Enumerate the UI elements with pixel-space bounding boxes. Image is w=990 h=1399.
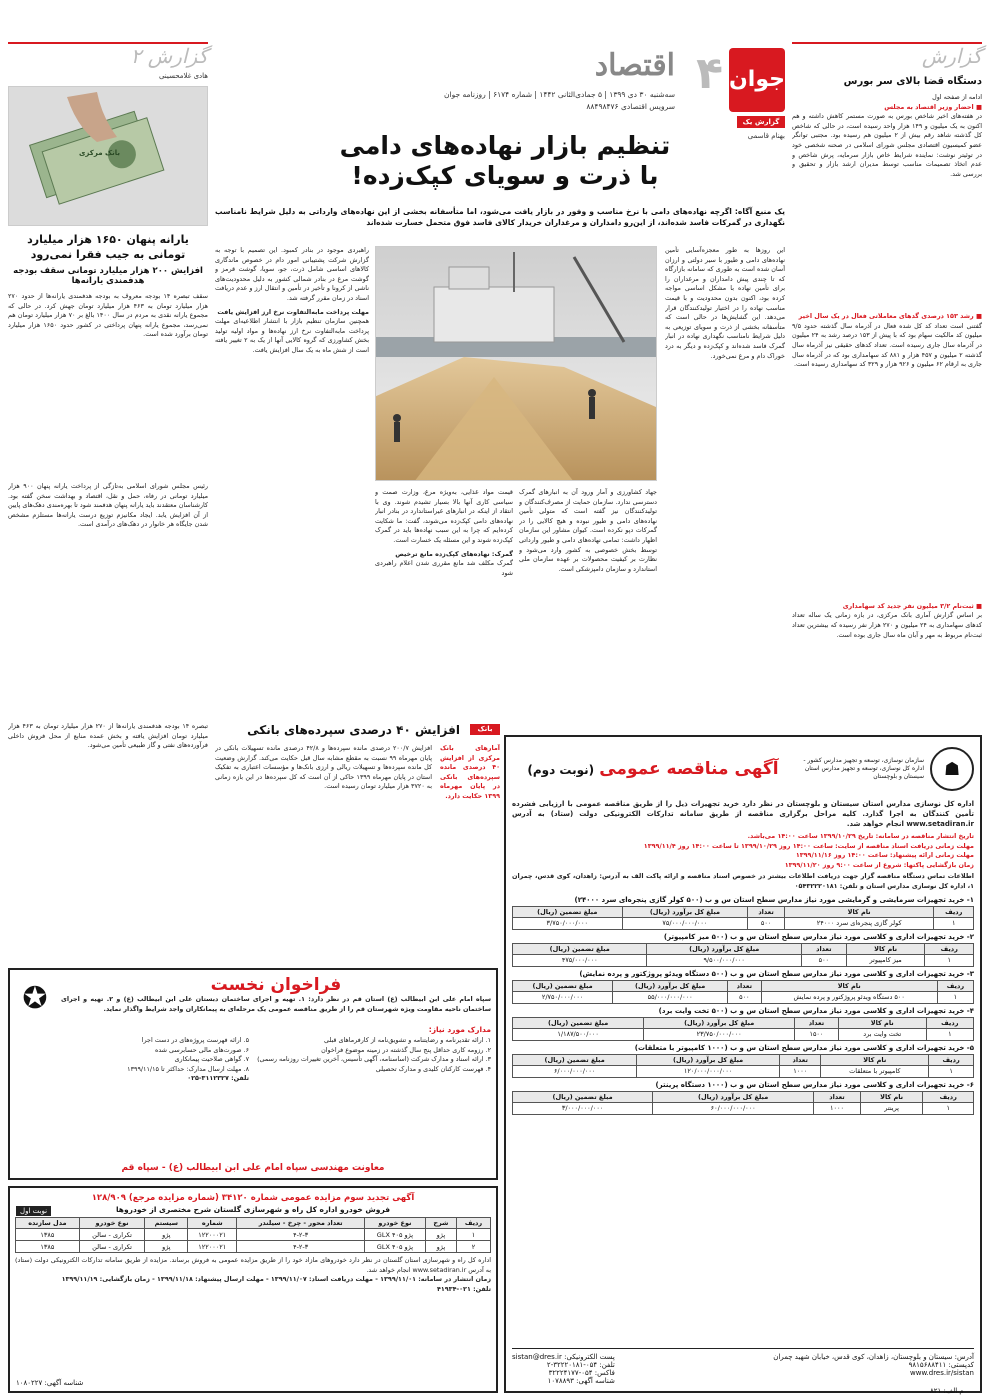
- table-header-cell: تعداد: [779, 1054, 820, 1065]
- table-cell: ۱۵۰۰: [795, 1028, 839, 1040]
- table-row: [513, 954, 974, 966]
- tender-table: [512, 1017, 974, 1041]
- tender-org: سازمان نوسازی، توسعه و تجهیز مدارس کشور - اداره کل نوسازی، توسعه و تجهیز مدارس استان سیستان و بلوچستان: [803, 757, 924, 780]
- recall-docs-title: مدارک مورد نیاز:: [428, 1025, 491, 1034]
- table-cell: ۲: [456, 1241, 490, 1253]
- table-cell: ۵۰۰ دستگاه ویدئو پروژکتور و پرده نمایش: [761, 991, 937, 1003]
- tender-table: [512, 906, 974, 930]
- table-row: [513, 991, 974, 1003]
- tender-table: [512, 1054, 974, 1078]
- tender-footer-email[interactable]: پست الکترونیکی: sistan@dres.ir: [512, 1353, 615, 1361]
- left-title: یارانه پنهان ۱۶۵۰ هزار میلیارد تومانی به جیب فقرا نمی‌رود: [27, 233, 189, 261]
- tender-date-2: مهلت زمانی دریافت اسناد مناقصه از سایت: ساعت ۱۴:۰۰ روز ۱۳۹۹/۱۰/۲۹ تا ساعت ۱۴:۰۰ روز ۱۳۹۹/۱۱/۴: [643, 841, 974, 850]
- table-header-cell: نام کالا: [761, 980, 937, 991]
- table-cell: ۲/۷۵۰/۰۰۰/۰۰۰: [513, 991, 613, 1003]
- table-cell: ۴-۲-۳: [237, 1241, 365, 1253]
- table-cell: ۱: [934, 917, 974, 929]
- table-cell: تکراری - سالن: [79, 1229, 145, 1241]
- tender-footer-tel: تلفن: ۰۵۴-۳۲۲۲۰۱۸۱-۲: [546, 1361, 615, 1369]
- table-cell: ۱/۱۸۷/۵۰۰/۰۰۰: [513, 1028, 644, 1040]
- table-header-cell: تعداد: [795, 1017, 839, 1028]
- issue-info: سه‌شنبه ۳۰ دی ۱۳۹۹ | ۵ جمادی‌الثانی ۱۴۴۲ | شماره ۶۱۷۴ | روزنامه جوان: [444, 90, 675, 99]
- tender-contact: اطلاعات تماس دستگاه مناقصه گزار جهت دریافت اطلاعات بیشتر در خصوص اسناد مناقصه و ارائه پاکت الف به آدرس: زاهدان، کوی قدس، چمران ۱، اداره کل نوسازی مدارس استان و تلفن: ۰۵۴۳۲۲۲۰۱۸۱: [512, 872, 974, 890]
- table-row: [16, 1229, 491, 1241]
- table-cell: ۳/۰۰۰/۰۰۰/۰۰۰: [513, 1102, 653, 1114]
- recall-item-6: ۶. صورت‌های مالی حسابرسی شده: [154, 1045, 249, 1054]
- table-cell: ۱: [937, 991, 973, 1003]
- tender-table: [512, 980, 974, 1004]
- table-cell: ۱۳۸۵: [16, 1229, 80, 1241]
- table-cell: ۳/۷۵۰/۰۰۰/۰۰۰: [513, 917, 623, 929]
- table-header-cell: مدل سازنده: [16, 1218, 80, 1229]
- article-col-3-sub: مهلت پرداخت مابه‌التفاوت نرخ ارز افزایش یافت: [217, 307, 369, 316]
- table-cell: ۵۰۰: [748, 917, 785, 929]
- recall-footer: معاونت مهندسی سپاه امام علی ابن ابیطالب (ع) - سپاه قم: [121, 1163, 385, 1173]
- ship-grain-photo: [375, 247, 656, 481]
- table-cell: ۱۳۸۵: [16, 1241, 80, 1253]
- tender-footer-web[interactable]: www.dres.ir/sistan: [910, 1369, 974, 1377]
- table-header-cell: نوع خودرو: [365, 1218, 426, 1229]
- tender-sections: [512, 896, 974, 1115]
- table-header-cell: شماره: [188, 1218, 237, 1229]
- tender-dates: [512, 832, 974, 870]
- table-cell: ۴۷۵/۰۰۰/۰۰۰: [513, 954, 647, 966]
- table-cell: ۴-۲-۳: [237, 1229, 365, 1241]
- tender-round: (نوبت دوم): [527, 763, 595, 777]
- deposit-title: افزایش ۴۰ درصدی سپرده‌های بانکی: [247, 723, 460, 737]
- banknote-label: بانک مرکزی: [79, 149, 121, 157]
- table-cell: تخت وایت برد: [838, 1028, 926, 1040]
- tender-date-4: زمان بازگشایی پاکتها: شروع از ساعت ۹:۰۰ روز ۱۳۹۹/۱۱/۲۰: [784, 860, 974, 869]
- bullet-1: ■ احضار وزیر اقتصاد به مجلس: [884, 102, 982, 111]
- table-row: [513, 1028, 974, 1040]
- table-cell: ۱۰۰۰: [814, 1102, 861, 1114]
- table-row: [513, 917, 974, 929]
- bullet-2: ■ رشد ۱۵۳ درصدی گدهای معاملاتی فعال در یک سال اخیر: [798, 312, 982, 321]
- article-title-line2: با ذرت و سویای کپک‌زده!: [351, 161, 659, 190]
- table-header-cell: تعداد: [728, 980, 761, 991]
- right-column: [792, 42, 982, 732]
- tender-intro: اداره کل نوسازی مدارس استان سیستان و بلوچستان در نظر دارد خرید تجهیزات ذیل را از طریق مناقصه عمومی با ارزیابی فشرده تأمین کنندگان به اجرا گذارد. کلیه مراحل برگزاری مناقصه از طریق سامانه تدارکات الکترونیکی دولت (ستاد) به آدرس www.setadiran.ir انجام خواهد شد.: [512, 800, 974, 828]
- left-column-header: گزارش ۲: [8, 42, 208, 68]
- recall-title: فراخوان نخست: [210, 975, 342, 995]
- left-subtitle: افزایش ۲۰۰ هزار میلیارد تومانی سقف بودجه هدفمندی یارانه‌ها: [13, 266, 203, 286]
- tender-section-title: ۴- خرید تجهیزات اداری و کلاسی مورد نیاز مدارس سطح استان س و ب (۵۰۰ تخت وایت برد): [658, 1006, 974, 1015]
- table-header-cell: ردیف: [456, 1218, 490, 1229]
- masthead: [215, 42, 785, 114]
- table-cell: پرینتر: [860, 1102, 923, 1114]
- article-col-4-body: قیمت مواد غذایی، به‌ویژه مرغ، وزارت صمت و سیاسی کاری آنها بالا بسیار تشیدم شوند. وی با انتقاد از اینکه در انبارهای غیراستاندارد در بنادر انبار نهاده‌های دامی کپک‌زده می‌شوند، گفت: ما شکایت کرده‌ایم که چرا به این سبب نهاده‌ها باید در گمرک کپک‌زده شوند و این مسئله یک خسارت است.: [375, 488, 513, 544]
- table-header-cell: مبلغ تضمین (ریال): [513, 943, 647, 954]
- table-cell: پژو: [425, 1229, 456, 1241]
- recall-item-7: ۷. گواهی صلاحیت پیمانکاری: [174, 1055, 249, 1064]
- table-header-cell: ردیف: [937, 980, 973, 991]
- deposit-lead: آمارهای بانک مرکزی از افزایش ۴۰ درصدی مانده سپرده‌های بانکی در پایان مهرماه ۱۳۹۹ حکایت دارد.: [440, 744, 500, 800]
- table-header-cell: نام کالا: [846, 943, 925, 954]
- tender-date-3: مهلت زمانی ارائه پیشنهاد: ساعت ۱۴:۰۰ روز ۱۳۹۹/۱۱/۱۶: [795, 851, 974, 860]
- article-col-2: جهاد کشاورزی و آمار ورود آن به انبارهای گمرک دسترسی ندارد. سازمان حمایت از مصرف‌کنندگان و تولیدکنندگان نیز گفته است که متولی تأمین نهاده‌های دامی و طیور نبوده و هیچ کالایی را در گمرکات دپو نکرده است. کیوان مشاور این سازمان اظهار داشت: تمامی نهاده‌های دامی و طیور وارداتی توسط بخش خصوصی به کشور وارد می‌شود و نظارت بر کیفیت محصولات بر عهده سازمان ملی استاندارد و سازمان دامپزشکی است.: [519, 488, 657, 573]
- table-row: [16, 1241, 491, 1253]
- recall-ad: [8, 968, 498, 1180]
- table-cell: کامپیوتر با متعلقات: [821, 1065, 929, 1077]
- auction-ad: [8, 1186, 498, 1393]
- recall-item-8: ۸. مهلت ارسال مدارک: حداکثر تا ۱۳۹۹/۱۱/۱۵: [127, 1064, 249, 1073]
- tender-section-title: ۳- خرید تجهیزات اداری و کلاسی مورد نیاز مدارس سطح استان س و ب (۵۰۰ دستگاه ویدئو پروژکتور و پرده نمایش): [579, 969, 974, 978]
- table-cell: ۵۰۰: [801, 954, 846, 966]
- right-body-3: بر اساس گزارش آماری بانک مرکزی، در بازه زمانی یک ساله تعداد کدهای سهامداری به ۲۴ میلیون و ۲۷۰ هزار نفر رسیده که بیشترین تعداد ثبت‌نام مربوط به مهر و آبان ماه سال جاری بوده است.: [792, 611, 982, 639]
- tender-section-title: ۲- خرید تجهیزات اداری و کلاسی مورد نیاز مدارس سطح استان س و ب (۵۰۰ میز کامپیوتر): [663, 932, 974, 941]
- deposit-kicker: بانک: [470, 724, 500, 735]
- banknote-photo: [8, 86, 208, 226]
- article-title-line1: تنظیم بازار نهاده‌های دامی: [339, 131, 671, 160]
- table-header-cell: ردیف: [926, 1017, 973, 1028]
- tender-section-title: ۵- خرید تجهیزات اداری و کلاسی مورد نیاز مدارس سطح استان س و ب (۱۰۰۰ کامپیوتر با متعلقات): [634, 1043, 974, 1052]
- report-label: گزارش: [921, 44, 982, 68]
- tender-ad-code: شناسه آگهی: ۱۰۷۸۸۹۳: [547, 1377, 615, 1385]
- table-cell: ۶۰/۰۰۰/۰۰۰/۰۰۰: [653, 1102, 814, 1114]
- tender-footer-postcode: کدپستی: ۹۸۱۵۶۸۸۴۱۱: [908, 1361, 974, 1369]
- table-header-cell: نام کالا: [860, 1091, 923, 1102]
- article-col-3-body: راهبردی موجود در بنادر کمبود. این تصمیم با توجه به گزارش شرکت پشتیبانی امور دام در خصوص ماندگاری کالاهای اساسی شامل ذرت، جو، سویا، گوشت قرمز و گوشت مرغ در بنادر شمالی کشور به دلیل محدودیت‌های ناشی از کرونا و تأخیر در تأمین و انتقال ارز و عدم دریافت اسناد در زمان مقرر گرفته شد.: [215, 246, 369, 302]
- auction-ad-code: شناسه آگهی: ۱۰۸۰۲۲۷: [16, 1379, 84, 1387]
- table-header-cell: مبلغ کل برآورد (ریال): [637, 1054, 780, 1065]
- left-body-3: تبصره ۱۴ بودجه هدفمندی یارانه‌ها از ۲۷۰ هزار میلیارد تومان به ۴۶۳ هزار میلیارد تومان افزایش یافته و بخش عمده منابع از محل فروش داخلی فرآورده‌های نفتی و گاز طبیعی تأمین می‌شود.: [8, 722, 208, 750]
- table-header-cell: مبلغ تضمین (ریال): [513, 1091, 653, 1102]
- recall-item-3: ۳. ارائه اسناد و مدارک شرکت (اساسنامه، آگهی تأسیس، آخرین تغییرات روزنامه رسمی): [257, 1055, 491, 1064]
- recall-phone: تلفن: ۳۱۱۲۳۲۷-۰۲۵: [187, 1074, 249, 1083]
- table-cell: ۶/۰۰۰/۰۰۰/۰۰۰: [513, 1065, 637, 1077]
- table-cell: ۵۵/۰۰۰/۰۰۰/۰۰۰: [613, 991, 728, 1003]
- auction-dates: زمان انتشار در سامانه: ۱۳۹۹/۱۱/۰۱ - مهلت دریافت اسناد: ۱۳۹۹/۱۱/۰۷ - مهلت ارسال پیشنهاد: ۱۳۹۹/۱۱/۱۸ - زمان بازگشایی: ۱۳۹۹/۱۱/۱۹: [61, 1275, 491, 1284]
- deposit-article: [215, 722, 500, 964]
- table-header-cell: نام کالا: [838, 1017, 926, 1028]
- section-title: اقتصاد: [594, 48, 675, 83]
- table-cell: ۹/۵۰۰/۰۰۰/۰۰۰: [647, 954, 801, 966]
- table-header-cell: نام کالا: [821, 1054, 929, 1065]
- recall-intro: سپاه امام علی ابن ابیطالب (ع) استان قم در نظر دارد: ۱. تهیه و اجرای ساختمان دبستان علی ابن ابیطالب (ع) و ۲. تهیه و اجرای ساختمان ناحیه مقاومت ویژه شهرستان قم را از طریق مناقصه عمومی یک مرحله‌ای به پیمانکاران واجد شرایط واگذار نماید.: [61, 995, 491, 1013]
- table-header-cell: مبلغ تضمین (ریال): [513, 980, 613, 991]
- auction-table: [15, 1217, 491, 1253]
- right-body-2: گفتنی است تعداد کد کل شده فعال در آذرماه سال گذشته حدود ۹/۵ میلیون کد مالکیت سهام بود که با پیش از ۱۵۳ درصد رشد به ۲۴ میلیون در آذرماه سال جاری رسیده است. تعداد کدهای حقیقی نیز آذرماه سال گذشته ۲ میلیون و ۴۵۷ هزار و ۸۸۱ کد سهامداری بود که در آذرماه سال جاری به ارقام ۶۲ میلیون و ۹۲۶ هزار و ۳۲۹ کد سهامداری رسیده است.: [792, 321, 982, 369]
- table-header-cell: ردیف: [925, 943, 974, 954]
- table-header-cell: مبلغ تضمین (ریال): [513, 1017, 644, 1028]
- table-cell: ۱۲۲۰۰۰۲۱: [188, 1241, 237, 1253]
- article-kicker: گزارش یک: [737, 116, 785, 128]
- tender-header: [512, 743, 974, 795]
- table-cell: ۵۰۰: [728, 991, 761, 1003]
- table-row: [513, 1102, 974, 1114]
- auction-phone: تلفن: ۰۲۱-۴۱۹۳۴: [436, 1284, 491, 1293]
- auction-title: آگهی تجدید سوم مزایده عمومی شماره ۳۴۱۲۰ (شماره مزایده مرجع) ۱۲۸/۹۰۹: [91, 1193, 415, 1203]
- irgc-emblem-icon: ✪: [22, 981, 48, 1016]
- table-header-cell: مبلغ کل برآورد (ریال): [647, 943, 801, 954]
- table-header-cell: شرح: [425, 1218, 456, 1229]
- table-cell: پژو: [145, 1241, 188, 1253]
- ministry-emblem-icon: ☗: [930, 747, 974, 791]
- tender-date-1: تاریخ انتشار مناقصه در سامانه: تاریخ ۱۳۹۹/۱۰/۲۹ ساعت ۱۴:۰۰ می‌باشد.: [747, 832, 974, 840]
- table-header-cell: مبلغ تضمین (ریال): [513, 906, 623, 917]
- article-col-4-b: گمرک مکلف شد مانع مقرری شدن اعلام راهبردی شود: [375, 559, 513, 577]
- bullet-3: ■ ثبت‌نام ۳/۲ میلیون نفر جدید کد سهامداری: [842, 601, 982, 610]
- table-cell: ۱: [923, 1102, 974, 1114]
- table-cell: ۱۰۰۰: [779, 1065, 820, 1077]
- table-cell: تکراری - سالن: [79, 1241, 145, 1253]
- table-header-cell: مبلغ کل برآورد (ریال): [653, 1091, 814, 1102]
- table-header-cell: ردیف: [934, 906, 974, 917]
- table-header-cell: نوع خودرو: [79, 1218, 145, 1229]
- continue-note: ادامه از صفحه اول: [932, 93, 982, 101]
- article-col-4: [375, 488, 513, 716]
- table-cell: پژو ۴۰۵ GLX: [365, 1229, 426, 1241]
- logo-text: جوان: [729, 67, 785, 92]
- tender-footer-fax: فاکس: ۰۵۴-۳۲۲۲۴۱۷۷: [548, 1369, 615, 1377]
- main-article: [215, 116, 785, 721]
- tender-section-title: ۱- خرید تجهیزات سرمایشی و گرمایشی مورد نیاز مدارس سطح استان س و ب (۵۰۰ کولر گازی پنجره‌ای سرد ۲۴۰۰۰): [574, 895, 974, 904]
- article-col-3-b: همچنین سازمان تنظیم بازار با انتشار اطلاعیه‌ای مهلت پرداخت مابه‌التفاوت نرخ ارز نهاده‌ها و مواد اولیه تولید بخش کشاورزی که گروه کالایی آنها از یک به ۲ تغییر یافته است از شش ماه به یک سال افزایش یافت.: [215, 317, 369, 354]
- auction-body: اداره کل راه و شهرسازی استان گلستان در نظر دارد خودروهای مازاد خود را از طریق مزایده عمومی به فروش برساند. مزایده از طریق سامانه تدارکات الکترونیکی دولت (ستاد) به آدرس www.setadiran.ir انجام خواهد شد.: [15, 1256, 491, 1274]
- article-lead: یک منبع آگاه: اگرچه نهاده‌های دامی با نرخ مناسب و وفور در بازار یافت می‌شود، اما متأسفانه بخشی از این نهاده‌های وارداتی به دلیل شرایط نامناسب نگهداری در گمرکات فاسد شده‌اند، از این‌رو دامداران و مرغداران خریدار کالای فاسد فوق متحمل خسارت شده‌اند: [215, 207, 785, 227]
- table-header-cell: ردیف: [923, 1091, 974, 1102]
- table-cell: کولر گازی پنجره‌ای سرد ۲۴۰۰۰: [784, 917, 934, 929]
- table-cell: ۱: [456, 1229, 490, 1241]
- table-header-cell: مبلغ تضمین (ریال): [513, 1054, 637, 1065]
- table-header-cell: مبلغ کل برآورد (ریال): [644, 1017, 795, 1028]
- tender-ad-number: م الف: ۸۲۱: [930, 1387, 964, 1395]
- tender-table: [512, 943, 974, 967]
- table-row: [513, 1065, 974, 1077]
- table-header-cell: تعداد: [801, 943, 846, 954]
- table-header-cell: مبلغ کل برآورد (ریال): [622, 906, 748, 917]
- red-square-icon: ■: [973, 102, 982, 111]
- table-header-cell: تعداد: [748, 906, 785, 917]
- table-cell: ۲۳/۷۵۰/۰۰۰/۰۰۰: [644, 1028, 795, 1040]
- table-cell: ۱۲۰/۰۰۰/۰۰۰/۰۰۰: [637, 1065, 780, 1077]
- tender-title: آگهی مناقصه عمومی: [599, 759, 779, 779]
- tender-footer: [512, 1348, 974, 1385]
- auction-round: نوبت اول: [16, 1206, 51, 1216]
- article-author: بهنام قاسمی: [747, 132, 785, 140]
- recall-item-2: ۲. رزومه کاری حداقل پنج سال گذشته در زمینه موضوع فراخوان: [321, 1045, 491, 1054]
- red-square-icon: ■: [973, 601, 982, 610]
- masthead-logo: [729, 48, 785, 112]
- left-body-2: رئیس مجلس شورای اسلامی به‌تازگی از پرداخت یارانه پنهان ۹۰۰ هزار میلیارد تومانی در رفاه، حمل و نقل، اقتصاد و بهداشت سخن گفته بود. کارشناسان معتقدند باید یارانه پنهان هدفمند شود تا بهره‌مندی دهک‌های پایین از آن افزایش یابد. ایجاد مکانیزم توزیع درست یارانه‌ها مستلزم مشخص شدن جایگاه هر خانوار در دهک‌های درآمدی است.: [8, 482, 208, 529]
- page-number: ۴: [696, 48, 723, 99]
- deposit-body: افزایش ۲۰۰/۷ درصدی مانده سپرده‌ها و ۴۲/۸ درصدی مانده تسهیلات بانکی در پایان مهرماه ۹۹ نسبت به مقطع مشابه سال قبل حکایت می‌کند. گزارش وضعیت کل مانده سپرده‌ها و تسهیلات ریالی و ارزی بانک‌ها و مؤسسات اعتباری به تفکیک استان در پایان مهرماه ۱۳۹۹ حاکی از آن است که کل سپرده‌ها در این بازه زمانی به ۳۷۲۰ هزار میلیارد تومان رسیده است.: [215, 744, 432, 791]
- right-column-header: [792, 42, 982, 68]
- table-cell: ۱۲۲۰۰۰۲۱: [188, 1229, 237, 1241]
- table-cell: ۱: [929, 1065, 974, 1077]
- auction-subtitle: فروش خودرو اداره کل راه و شهرسازی گلستان شرح مختصری از خودروها: [115, 1205, 391, 1214]
- article-col-1: این روزها به طور معجزه‌آسایی تأمین نهاده‌های دامی و طیور با سیر دولتی و ارزان آسان شده است به طوری که سامانه بازارگاه که تا چندی پیش دامداران و مرغداران را برای تأمین نهاده با مشکل اساسی مواجه کرده بود، اکنون بدون محدودیت و با قیمت مناسب نهاده را در اختیار تولیدکنندگان قرار می‌دهد. این گشایش‌ها در حالی است که متأسفانه بخشی از ذرت و سویای توزیعی به دلیل شرایط نامناسب نگهداری نهاده در انبار گمرک فاسد شده‌اند و کپک‌زده و دیگر به درد خوراک دام و مرغ نمی‌خورد.: [665, 246, 785, 360]
- right-body-1: در هفته‌های اخیر شاخص بورس به صورت مستمر کاهش داشته و هم اکنون به یک میلیون و ۱۴۹ هزار واحد رسیده است، در حالی که شاخص کل گذشته شاهد رقم بیش از ۲ میلیون هم رسیده بود. مجتبی توانگر عضو کمیسیون اقتصادی مجلس شورای اسلامی در صحنه شخصی خود در توئیتر نوشت: نماینده شرایط خاص بازار سرمایه، پرش شاخص و عدم اتخاذ تصمیمات مناسب توسط مدیران ارشد بازار و تحقیق و بررسی شد.: [792, 112, 982, 178]
- left-author: هادی غلامحسینی: [158, 72, 208, 80]
- red-square-icon: ■: [973, 312, 982, 321]
- table-cell: ۱: [925, 954, 974, 966]
- article-photo: [375, 246, 657, 481]
- table-cell: ۱: [926, 1028, 973, 1040]
- tender-table: [512, 1091, 974, 1115]
- tender-footer-address: آدرس: سیستان و بلوچستان، زاهدان، کوی قدس، خیابان شهید چمران: [773, 1353, 974, 1361]
- table-header-cell: نام کالا: [784, 906, 934, 917]
- recall-item-5: ۵. ارائه فهرست پروژه‌های در دست اجرا: [141, 1036, 249, 1044]
- recall-item-4: ۴. فهرست کارکنان کلیدی و مدارک تحصیلی: [375, 1064, 491, 1073]
- article-col-3: [215, 246, 369, 716]
- left-body-1: سقف تبصره ۱۴ بودجه معروف به بودجه هدفمندی یارانه‌ها از حدود ۲۷۰ هزار میلیارد تومان به ۴۶۳ هزار میلیارد تومان جهش کرد. در حالی که مجموع یارانه نقدی به مردم در سال ۱۴۰۰ بالغ بر ۷۰ هزار میلیارد تومان هم نمی‌رسد، مجموع یارانه پنهان پرداختی در کشور حدود ۱۶۵۰ هزار میلیارد تومان برآورد شده است.: [8, 292, 208, 339]
- table-cell: پژو ۴۰۵ GLX: [365, 1241, 426, 1253]
- article-col-4-sub: گمرک: نهاده‌های کپک‌زده مانع ترخیص: [395, 549, 513, 558]
- table-cell: پژو: [425, 1241, 456, 1253]
- table-header-cell: سیستم: [145, 1218, 188, 1229]
- recall-item-1: ۱. ارائه تقدیرنامه و رضایتنامه و تشویق‌نامه از کارفرماهای قبلی: [323, 1036, 491, 1044]
- tender-section-title: ۶- خرید تجهیزات اداری و کلاسی مورد نیاز مدارس سطح استان س و ب (۱۰۰۰ دستگاه پرینتر): [655, 1080, 974, 1089]
- table-cell: میز کامپیوتر: [846, 954, 925, 966]
- table-header-cell: تعداد: [814, 1091, 861, 1102]
- tender-ad: [504, 735, 982, 1393]
- right-column-title: دستگاه قضا بالای سر بورس: [843, 76, 982, 87]
- left-column: [8, 42, 208, 962]
- table-cell: ۷۵/۰۰۰/۰۰۰/۰۰۰: [622, 917, 748, 929]
- table-header-cell: ردیف: [929, 1054, 974, 1065]
- table-cell: پژو: [145, 1229, 188, 1241]
- service-line: سرویس اقتصادی ۸۸۴۹۸۴۷۶: [586, 102, 675, 111]
- table-header-cell: مبلغ کل برآورد (ریال): [613, 980, 728, 991]
- table-header-cell: تعداد محور - چرخ - سیلندر: [237, 1218, 365, 1229]
